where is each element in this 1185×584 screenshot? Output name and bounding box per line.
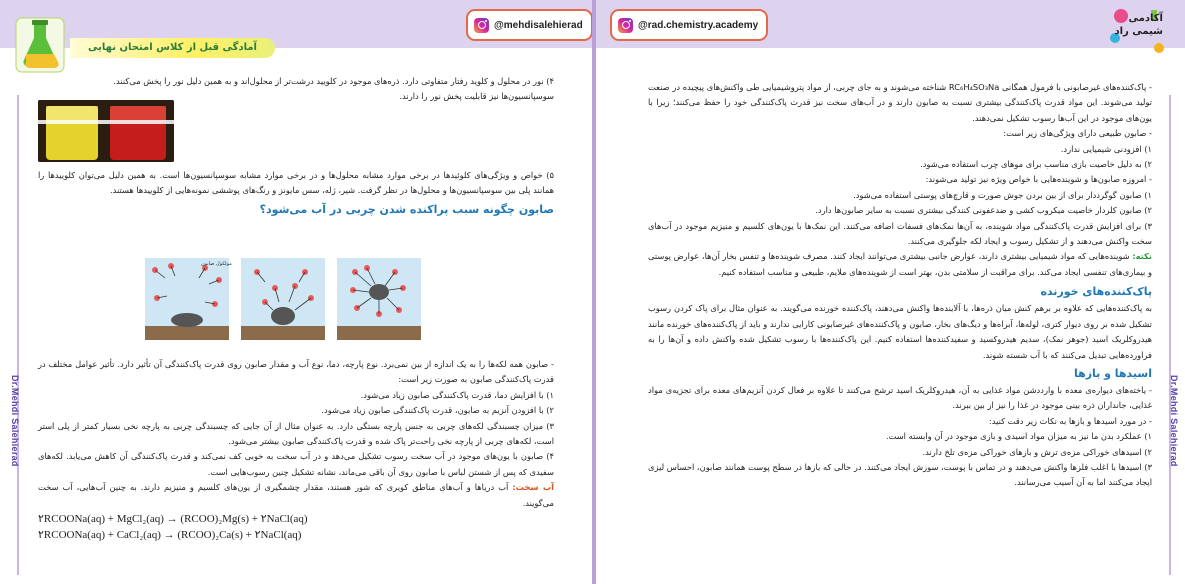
left-mid-text bbox=[38, 168, 554, 219]
paragraph: - یاخته‌های دیواره‌ی معده با وارددشن مواد غذایی به آن، هیدروکلریک اسید ترشح می‌کنند تا علاوه بر فعال کردن آنزیم‌های معده برای تجزیه‌ی مواد غذایی، جانداران ذره بینی موجود در غذا را نیز از بین ببرند. bbox=[648, 384, 1152, 411]
formula: ۲RCOONa(aq) + CaCl₂(aq) → (RCOO)₂Ca(s) + ۲NaCl(aq) bbox=[38, 529, 302, 542]
list-item: ۱) با افزایش دما، قدرت پاک‌کنندگی صابون زیاد می‌شود. bbox=[360, 389, 554, 400]
section-heading: اسیدها و بازها bbox=[1073, 366, 1152, 380]
paragraph: - صابون همه لکه‌ها را به یک اندازه از بین نمی‌برد. نوع پارچه، دما، نوع آب و مقدار صابون روی قدرت پاک‌کنندگی آن تأثیر دارد. تأثیر عوامل مختلف در قدرت پاک‌کنندگی صابون به صورت زیر است: bbox=[38, 359, 554, 385]
instagram-handle: @rad.chemistry.academy bbox=[638, 19, 759, 31]
list-item: ۱) عملکرد بدن ما نیز به میزان مواد اسیدی و بازی موجود در آن وابسته است. bbox=[885, 431, 1152, 442]
chapter-banner: آمادگی قبل از کلاس امتحان نهایی bbox=[70, 38, 275, 58]
hard-water-note bbox=[38, 480, 554, 511]
paragraph: - امروزه صابون‌ها و شوینده‌هایی با خواص ویژه نیز تولید می‌شوند: bbox=[925, 174, 1152, 185]
left-sidebar-rule bbox=[17, 95, 19, 575]
flask-logo-icon bbox=[14, 16, 66, 74]
paragraph: - در مورد اسیدها و بازها به نکات زیر دقت کنید: bbox=[988, 415, 1152, 426]
instagram-icon bbox=[618, 18, 633, 33]
instagram-icon bbox=[474, 18, 489, 33]
list-item: ۲) اسیدهای خوراکی مزه‌ی ترش و بازهای خوراکی مزه‌ی تلخ دارند. bbox=[922, 446, 1152, 457]
left-bottom-text bbox=[38, 357, 554, 543]
academy-logo bbox=[1107, 4, 1167, 58]
paragraph: - صابون طبیعی دارای ویژگی‌های زیر است: bbox=[1003, 128, 1152, 139]
soap-micelle-diagram bbox=[145, 258, 421, 340]
instagram-badge-right[interactable] bbox=[610, 9, 768, 41]
section-heading: صابون چگونه سبب پراکنده شدن چربی در آب می‌شود؟ bbox=[259, 202, 554, 216]
right-page bbox=[596, 0, 1185, 584]
note-label: نکته: bbox=[1132, 251, 1152, 262]
list-item: ۲) به دلیل خاصیت بازی مناسب برای موهای چرب استفاده می‌شود. bbox=[920, 159, 1152, 170]
list-item: ۲) صابون کلردار خاصیت میکروب کشی و ضدعفونی کنندگی بیشتری نسبت به سایر صابون‌ها دارد. bbox=[815, 205, 1152, 216]
paragraph: ۵) خواص و ویژگی‌های کلوئیدها در برخی موارد مشابه محلول‌ها و در برخی موارد مشابه سوسپانسیون‌ها است. به همین دلیل می‌توان کلوییدها را همانند پلی بین سوسپانسیون‌ها و محلول‌ها در نظر گرفت. شیر، ژله، سس مایونز و رنگ‌های پوششی نمونه‌هایی از کلوییدها هستند. bbox=[38, 170, 554, 196]
academy-logo-text bbox=[1114, 12, 1163, 38]
list-item: ۱) صابون گوگرددار برای از بین بردن جوش صورت و قارچ‌های پوستی استفاده می‌شود. bbox=[853, 189, 1152, 200]
hard-water-text: آب دریاها و آب‌های مناطق کویری که شور هستند، مقدار چشمگیری از یون‌های کلسیم و منیزیم دارند. به چنین آب‌هایی، آب سخت می‌گویند. bbox=[38, 482, 554, 508]
list-item: ۴) صابون با یون‌های موجود در آب سخت رسوب تشکیل می‌دهد و در آب سخت به خوبی کف نمی‌کند و قدرت پاک‌کنندگی آن کاهش می‌یابد. لکه‌های سفیدی که پس از شستن لباس با صابون روی آن باقی می‌ماند، نشانه تشکیل چنین رسوب‌هایی است. bbox=[38, 451, 554, 477]
list-item: ۲) با افزودن آنزیم به صابون، قدرت پاک‌کنندگی صابون زیاد می‌شود. bbox=[321, 405, 554, 416]
list-item: ۳) برای افزایش قدرت پاک‌کنندگی مواد شوینده، به آن‌ها نمک‌های فسفات اضافه می‌کنند. این نمک‌ها با یون‌های کلسیم و منیزیم موجود در آب‌های سخت واکنش می‌دهند و از تشکیل رسوب و ایجاد لکه جلوگیری می‌کنند. bbox=[648, 220, 1152, 247]
diagram-panel-3 bbox=[337, 258, 421, 340]
paragraph: ۴) نور در محلول و کلوید رفتار متفاوتی دارد. ذره‌های موجود در کلویید درشت‌تر از محلول‌اند و به همین دلیل نور را پخش می‌کنند. bbox=[113, 76, 554, 86]
hard-water-label: آب سخت: bbox=[512, 482, 554, 493]
list-item: ۳) اسیدها با اغلب فلزها واکنش می‌دهند و در تماس با پوست، سوزش ایجاد می‌کنند. در حالی که بازها در سطح پوست همانند صابون، احساس لیزی ایجاد می‌کنند اما به آن آسیب می‌رسانند. bbox=[648, 461, 1152, 488]
note-text: شوینده‌هایی که مواد شیمیایی بیشتری دارند، عوارض جانبی بیشتری می‌توانند ایجاد کنند. مصرف شوینده‌ها و تنفس بخار آن‌ها، عوارض پوستی و بیماری‌های تنفسی ایجاد می‌کند. برای مراقبت از سلامتی بدن، بهتر است از شوینده‌های ملایم، طبیعی و مناسب استفاده کنیم. bbox=[648, 251, 1152, 277]
left-page bbox=[0, 0, 592, 584]
logo-line-1: آکادمی bbox=[1128, 13, 1163, 24]
left-sidebar-author: Dr.Mehdi Salehierad bbox=[10, 375, 20, 467]
right-sidebar-author: Dr.Mehdi Salehierad bbox=[1169, 375, 1179, 467]
right-text bbox=[648, 80, 1152, 491]
list-item: ۱) افزودنی شیمیایی ندارد. bbox=[1060, 143, 1152, 154]
formula: ۲RCOONa(aq) + MgCl₂(aq) → (RCOO)₂Mg(s) + ۲NaCl(aq) bbox=[38, 513, 308, 526]
note-paragraph bbox=[648, 249, 1152, 280]
right-sidebar-rule bbox=[1169, 95, 1171, 575]
list-item: ۳) میزان چسبندگی لکه‌های چربی به جنس پارچه بستگی دارد. به عنوان مثال از آن جایی که چسبندگی چربی به پارچه نخی بسیار کمتر از پلی استر است، لکه‌های چربی از پارچه نخی راحت‌تر پاک شده و قدرت پاک‌کنندگی صابون بیشتر می‌شود. bbox=[38, 420, 554, 447]
instagram-handle: @mehdisalehierad bbox=[494, 19, 583, 31]
paragraph: به پاک‌کننده‌هایی که علاوه بر برهم کنش میان ذره‌ها، با آلاینده‌ها واکنش می‌دهند، پاک‌کننده خورنده می‌گویند. به عنوان مثال برای پاک کردن رسوب تشکیل شده بر روی دیوار کتری، لوله‌ها، آبراه‌ها و دیگ‌های بخار، صابون و پاک‌کننده‌های غیرصابونی کارایی ندارند و باید از پاک‌کننده‌های خورنده مانند هیدروکلریک اسید (جوهر نمک)، سدیم هیدروکسید و سفیدکننده‌ها استفاده کنیم. این پاک‌کننده‌ها با رسوب تشکیل شده واکنش داده و آن‌ها را به فراورده‌هایی تبدیل می‌کنند که با آب شسته شوند. bbox=[648, 303, 1152, 360]
colloid-photo bbox=[38, 100, 174, 162]
logo-line-2: شیمی راد bbox=[1114, 26, 1163, 37]
paragraph: سوسپانسیون‌ها نیز قابلیت پخش نور را دارند. bbox=[399, 91, 554, 102]
diagram-label: مولکول صابون bbox=[201, 261, 232, 267]
paragraph: - پاک‌کننده‌های غیرصابونی با فرمول همگانی RC₆H₄SO₃Na شناخته می‌شوند و به جای چربی، از مواد پتروشیمیایی طی واکنش‌های پیچیده در صنعت تولید می‌شوند. این مواد قدرت پاک‌کنندگی بیشتری نسبت به صابون دارند و در آب‌های سخت نیز قدرت پاک‌کنندگی خود را حفظ می‌کنند؛ زیرا با یون‌های موجود در این آب‌ها رسوب تشکیل نمی‌دهند. bbox=[648, 82, 1152, 123]
section-heading: پاک‌کننده‌های خورنده bbox=[1040, 285, 1152, 299]
instagram-badge-left[interactable] bbox=[466, 9, 592, 41]
